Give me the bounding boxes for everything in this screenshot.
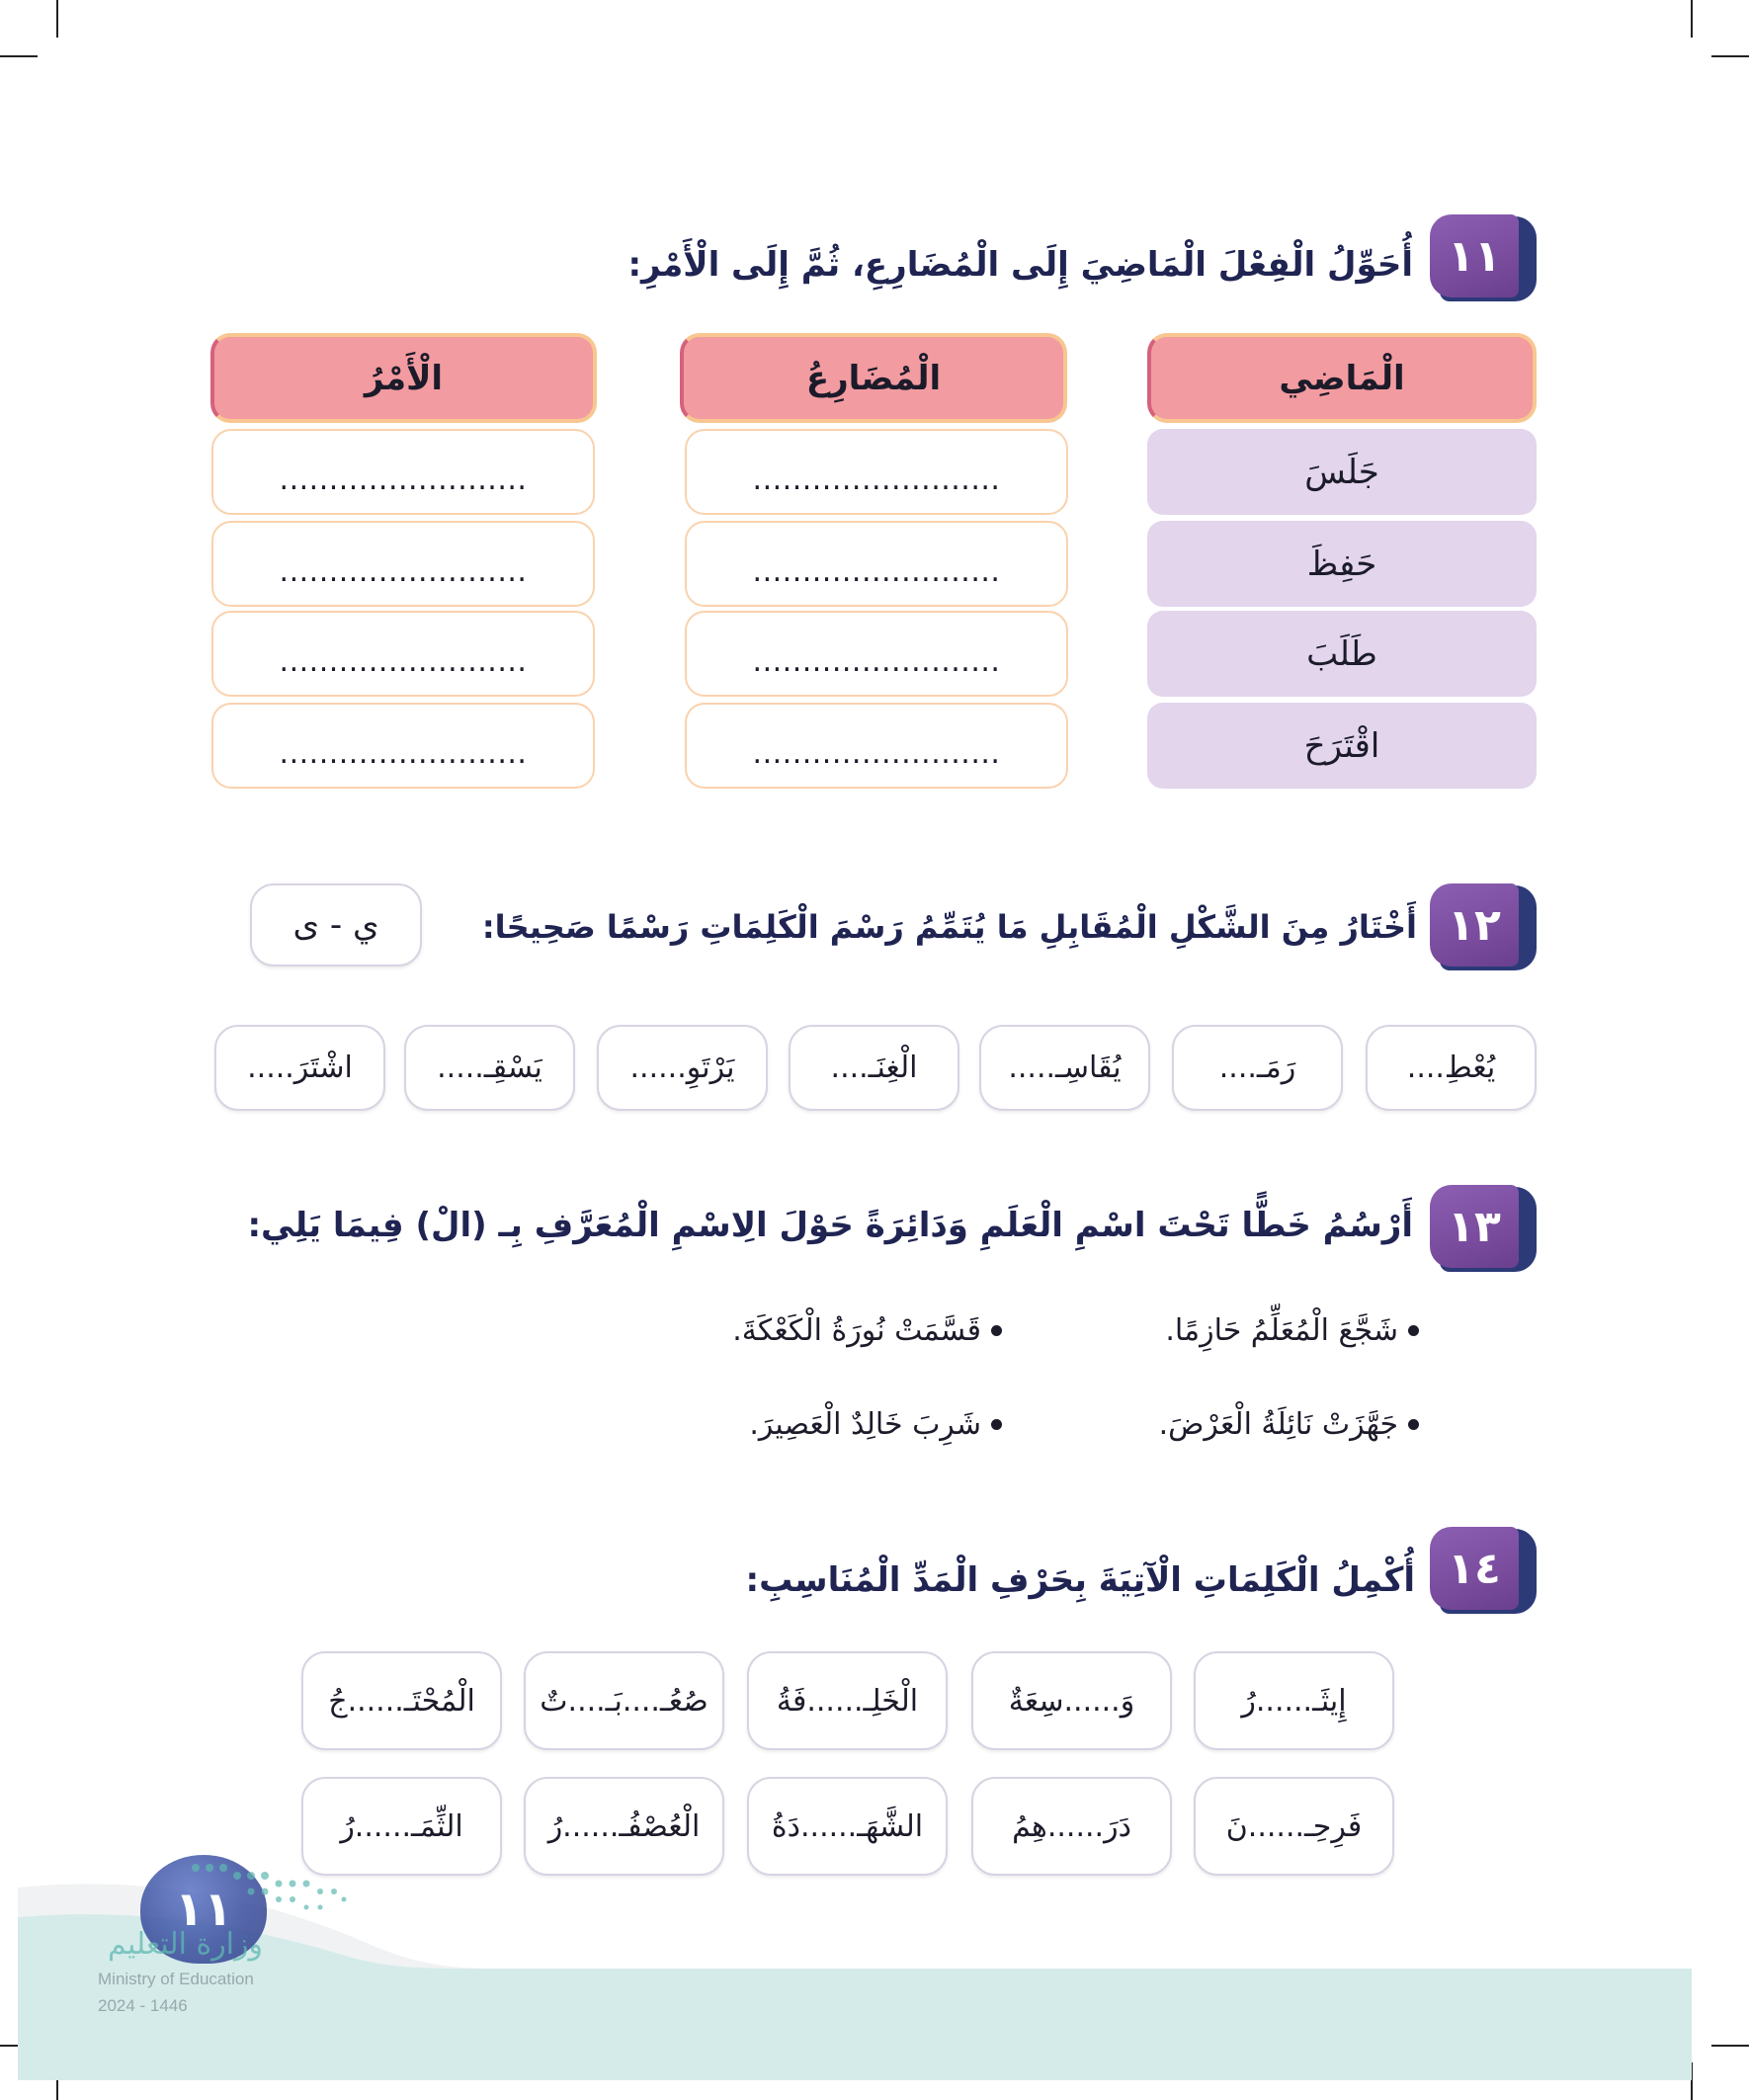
past-verb-cell: جَلَسَ: [1147, 429, 1537, 515]
madd-word: إِيثَـ......رُ: [1194, 1651, 1394, 1750]
bullet: [991, 1419, 1002, 1430]
section-13-title: أَرْسُمُ خَطًّا تَحْتَ اسْمِ الْعَلَمِ وَدَائِرَةً حَوْلَ الِاسْمِ الْمُعَرَّفِ بِـ (الْ) فِيمَا يَلِي:: [247, 1206, 1413, 1245]
imperative-answer-blank: .........................: [211, 611, 595, 697]
past-verb-cell: اقْتَرَحَ: [1147, 703, 1537, 789]
section-number: ١٣: [1430, 1185, 1519, 1268]
section-12-title: أَخْتَارُ مِنَ الشَّكْلِ الْمُقَابِلِ مَا يُتَمِّمُ رَسْمَ الْكَلِمَاتِ رَسْمًا صَحِيحًا:: [481, 908, 1417, 946]
header-present: الْمُضَارِعُ: [680, 333, 1067, 423]
madd-word: الْخَلِـ......فَةُ: [747, 1651, 948, 1750]
sentence-item: [732, 1305, 1002, 1355]
sentence-item: [1165, 1305, 1419, 1355]
incomplete-word: رَمَـ....: [1172, 1025, 1343, 1111]
ministry-name-arabic: وزارة التعليم: [107, 1927, 263, 1962]
sentence-item: [749, 1399, 1002, 1449]
incomplete-word: اشْتَرَ.....: [214, 1025, 385, 1111]
imperative-answer-blank: .........................: [211, 429, 595, 515]
madd-word: الْعُصْفُـ......رُ: [524, 1777, 724, 1876]
present-answer-blank: .........................: [685, 611, 1068, 697]
ministry-logo-dots: [186, 1858, 354, 1922]
bullet: [1408, 1325, 1419, 1336]
present-answer-blank: .........................: [685, 703, 1068, 789]
incomplete-word: يَسْقِـ.....: [404, 1025, 575, 1111]
madd-word: وَ......سِعَةٌ: [971, 1651, 1172, 1750]
madd-word: دَرَ......هِمُ: [971, 1777, 1172, 1876]
header-past: الْمَاضِي: [1147, 333, 1537, 423]
madd-word: الشَّهَـ......دَةُ: [747, 1777, 948, 1876]
madd-word: صُعُـ....بَـ....تٌ: [524, 1651, 724, 1750]
sentence-item: [1159, 1399, 1419, 1449]
section-number: ١٢: [1430, 883, 1519, 966]
madd-word: فَرِحِـ......نَ: [1194, 1777, 1394, 1876]
header-imperative: الْأَمْرُ: [210, 333, 597, 423]
section-number: ١١: [1430, 214, 1519, 297]
section-11-title: أُحَوِّلُ الْفِعْلَ الْمَاضِيَ إِلَى الْمُضَارِعِ، ثُمَّ إِلَى الْأَمْرِ:: [627, 245, 1413, 285]
section-12-badge: [1430, 883, 1537, 970]
section-number: ١٤: [1430, 1527, 1519, 1610]
present-answer-blank: .........................: [685, 521, 1068, 607]
madd-word: الْمُحْتَـ......جُ: [301, 1651, 502, 1750]
crop-mark-top-left-h: [0, 55, 38, 57]
past-verb-cell: حَفِظَ: [1147, 521, 1537, 607]
section-14-title: أُكْمِلُ الْكَلِمَاتِ الْآتِيَةَ بِحَرْفِ الْمَدِّ الْمُنَاسِبِ:: [745, 1560, 1415, 1600]
letter-choices-box: ي - ى: [250, 883, 422, 966]
sentence-text: شَرِبَ خَالِدٌ الْعَصِيرَ.: [749, 1406, 981, 1442]
incomplete-word: يُقَاسِـ.....: [979, 1025, 1150, 1111]
imperative-answer-blank: .........................: [211, 521, 595, 607]
edition-year: 2024 - 1446: [98, 1996, 188, 2015]
past-verb-cell: طَلَبَ: [1147, 611, 1537, 697]
crop-mark-top-left-v: [56, 0, 58, 38]
incomplete-word: الْغِنَـ....: [789, 1025, 959, 1111]
section-13-badge: [1430, 1185, 1537, 1272]
ministry-name-english: Ministry of Education: [98, 1970, 254, 1988]
incomplete-word: يُعْطِ....: [1366, 1025, 1537, 1111]
crop-mark-top-right-v: [1691, 0, 1693, 38]
imperative-answer-blank: .........................: [211, 703, 595, 789]
crop-mark-top-right-h: [1711, 55, 1749, 57]
madd-word: الثِّمَـ......رُ: [301, 1777, 502, 1876]
bullet: [1408, 1419, 1419, 1430]
section-14-badge: [1430, 1527, 1537, 1614]
sentence-text: قَسَّمَتْ نُورَةُ الْكَعْكَةَ.: [732, 1312, 981, 1348]
bullet: [991, 1325, 1002, 1336]
page-number-badge: ١١: [140, 1855, 267, 1964]
present-answer-blank: .........................: [685, 429, 1068, 515]
sentence-text: جَهَّزَتْ نَائِلَةُ الْعَرْضَ.: [1158, 1406, 1398, 1442]
sentence-text: شَجَّعَ الْمُعَلِّمُ حَازِمًا.: [1165, 1312, 1398, 1348]
incomplete-word: يَرْتَوِ......: [597, 1025, 768, 1111]
section-11-badge: [1430, 214, 1537, 301]
